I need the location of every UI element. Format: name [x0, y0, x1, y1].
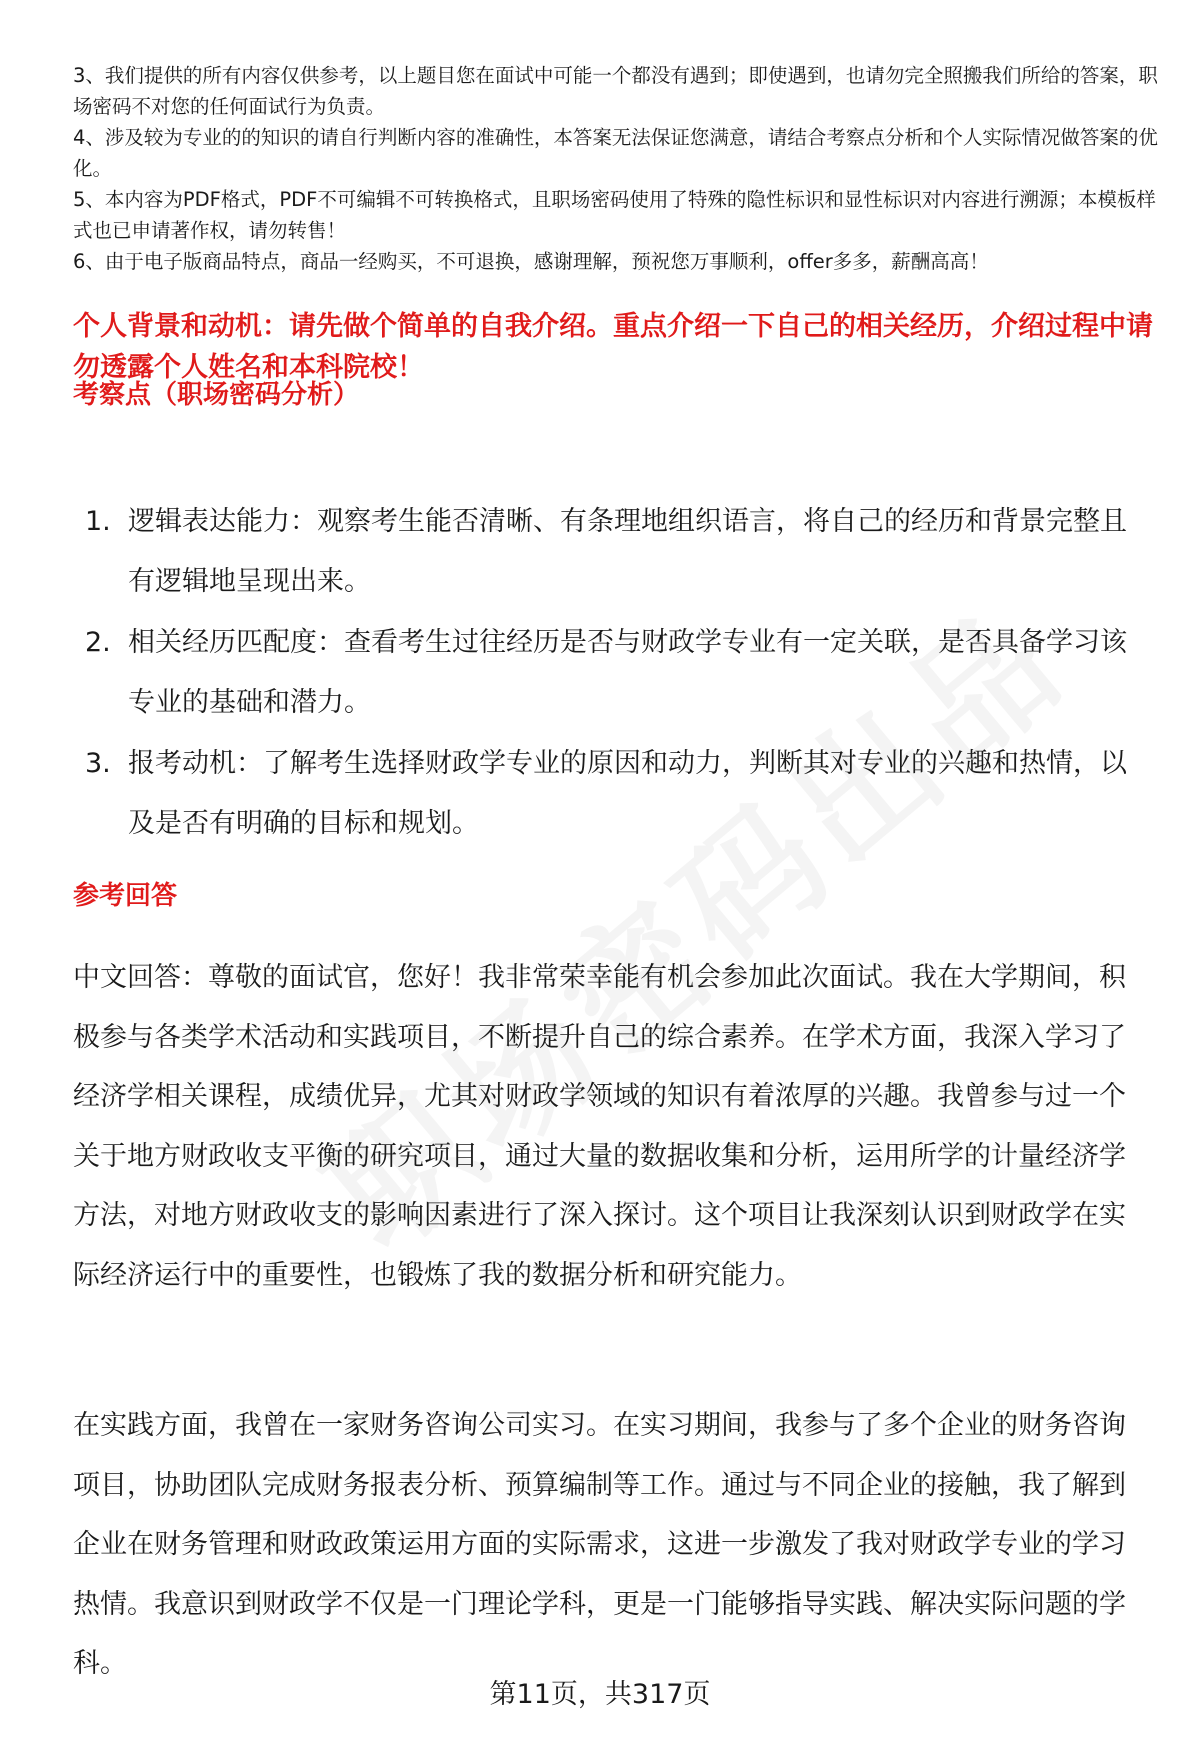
list-item-number: 1.: [85, 506, 111, 537]
note-item: 4、涉及较为专业的的知识的请自行判断内容的准确性，本答案无法保证您满意，请结合考察点分析和个人实际情况做答案的优化。: [73, 126, 1158, 180]
list-item-number: 2.: [85, 627, 111, 658]
analysis-list: [73, 492, 1143, 855]
list-item-text: 逻辑表达能力：观察考生能否清晰、有条理地组织语言，将自己的经历和背景完整且有逻辑地呈现出来。: [128, 506, 1127, 597]
list-item-number: 3.: [85, 748, 111, 779]
answer-paragraph: 中文回答：尊敬的面试官，您好！我非常荣幸能有机会参加此次面试。我在大学期间，积极参与各类学术活动和实践项目，不断提升自己的综合素养。在学术方面，我深入学习了经济学相关课程，成绩优异，尤其对财政学领域的知识有着浓厚的兴趣。我曾参与过一个关于地方财政收支平衡的研究项目，通过大量的数据收集和分析，运用所学的计量经济学方法，对地方财政收支的影响因素进行了深入探讨。这个项目让我深刻认识到财政学在实际经济运行中的重要性，也锻炼了我的数据分析和研究能力。: [73, 962, 1126, 1291]
list-item: [73, 734, 1143, 854]
list-item-text: 报考动机：了解考生选择财政学专业的原因和动力，判断其对专业的兴趣和热情，以及是否有明确的目标和规划。: [128, 748, 1127, 839]
disclaimer-notes: [73, 60, 1163, 277]
list-item: [73, 613, 1143, 733]
interview-question: 个人背景和动机：请先做个简单的自我介绍。重点介绍一下自己的相关经历，介绍过程中请勿透露个人姓名和本科院校！: [73, 311, 1153, 383]
list-item: [73, 492, 1143, 612]
note-item: 5、本内容为PDF格式，PDF不可编辑不可转换格式，且职场密码使用了特殊的隐性标识和显性标识对内容进行溯源；本模板样式也已申请著作权，请勿转售！: [73, 188, 1156, 242]
answer-paragraph: 在实践方面，我曾在一家财务咨询公司实习。在实习期间，我参与了多个企业的财务咨询项目，协助团队完成财务报表分析、预算编制等工作。通过与不同企业的接触，我了解到企业在财务管理和财政政策运用方面的实际需求，这进一步激发了我对财政学专业的学习热情。我意识到财政学不仅是一门理论学科，更是一门能够指导实践、解决实际问题的学科。: [73, 1410, 1126, 1679]
page-number: 第11页，共317页: [489, 1679, 711, 1710]
reference-heading: 参考回答: [73, 881, 178, 911]
analysis-heading: 考察点（职场密码分析）: [73, 380, 360, 410]
note-item: 3、我们提供的所有内容仅供参考，以上题目您在面试中可能一个都没有遇到；即使遇到，也请勿完全照搬我们所给的答案，职场密码不对您的任何面试行为负责。: [73, 64, 1158, 118]
note-item: 6、由于电子版商品特点，商品一经购买，不可退换，感谢理解，预祝您万事顺利，offer多多，薪酬高高！: [73, 250, 989, 273]
list-item-text: 相关经历匹配度：查看考生过往经历是否与财政学专业有一定关联，是否具备学习该专业的基础和潜力。: [128, 627, 1127, 718]
